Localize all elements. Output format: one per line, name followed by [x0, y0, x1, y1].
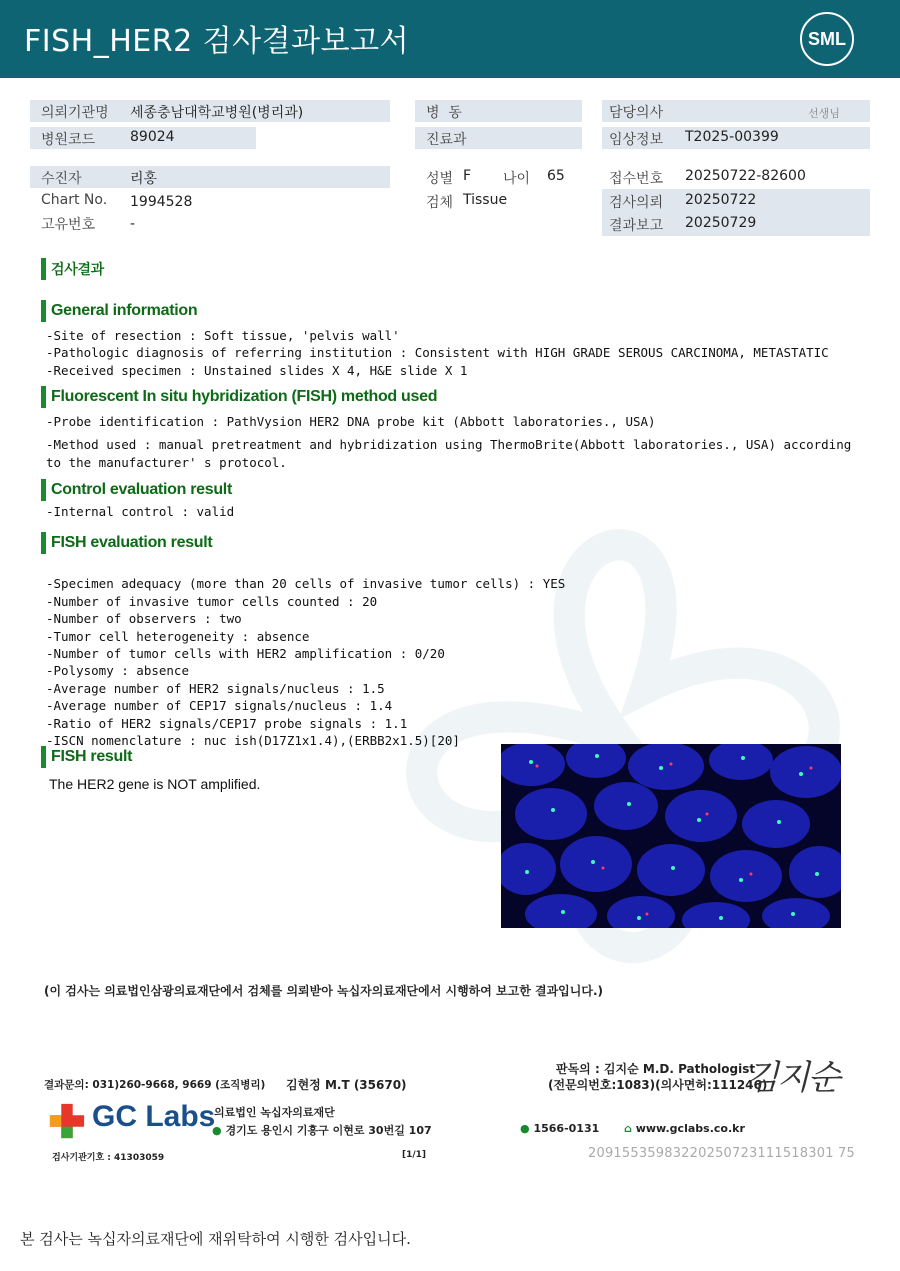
chart-no-label: Chart No.	[41, 192, 108, 208]
bottom-note: 본 검사는 녹십자의료재단에 재위탁하여 시행한 검사입니다.	[20, 1230, 411, 1248]
eval-line: -Polysomy : absence	[46, 663, 189, 679]
report-title: FISH_HER2 검사결과보고서	[24, 24, 410, 59]
sml-logo	[800, 12, 854, 66]
general-info-title: General information	[41, 300, 197, 322]
sex-value: F	[463, 168, 472, 184]
eval-line: -Number of invasive tumor cells counted : 20	[46, 593, 378, 609]
general-line: -Site of resection : Soft tissue, 'pelvis wall'	[46, 328, 400, 343]
eval-line: -Average number of CEP17 signals/nucleus : 1.4	[46, 698, 393, 714]
method-title: Fluorescent In situ hybridization (FISH) method used	[41, 386, 437, 408]
gc-labs-brand: GC Labs	[92, 1100, 216, 1133]
sml-logo-text: SML	[808, 29, 846, 49]
lab-code: 검사기관기호 : 41303059	[52, 1153, 165, 1163]
method-line: -Probe identification : PathVysion HER2 DNA probe kit (Abbott laboratories., USA)	[46, 414, 656, 429]
eval-line: -Number of tumor cells with HER2 amplification : 0/20	[46, 646, 445, 662]
unique-no-label: 고유번호	[41, 217, 96, 233]
dept-label: 진료과	[426, 132, 467, 148]
hospital-code-label: 병원코드	[41, 132, 96, 148]
fish-result-title: FISH result	[41, 746, 132, 768]
eval-line: -Number of observers : two	[46, 611, 242, 627]
report-date-label: 결과보고	[609, 218, 664, 234]
eval-line: -Tumor cell heterogeneity : absence	[46, 628, 310, 644]
fish-result-text: The HER2 gene is NOT amplified.	[49, 776, 261, 792]
clinical-info-label: 임상정보	[609, 132, 664, 148]
result-heading: 검사결과	[41, 258, 104, 280]
contact-info: 결과문의: 031)260-9668, 9669 (조직병리)	[44, 1079, 266, 1091]
request-date-label: 검사의뢰	[609, 195, 664, 211]
patient-name-value: 리홍	[130, 171, 158, 187]
pathologist-name: 판독의 : 김지순 M.D. Pathologist	[556, 1062, 756, 1076]
website	[624, 1122, 745, 1135]
referral-note: (이 검사는 의료법인삼광의료재단에서 검체를 의뢰받아 녹십자의료재단에서 시행하여 보고한 결과입니다.)	[44, 984, 604, 998]
eval-title: FISH evaluation result	[41, 532, 212, 554]
eval-line: -Specimen adequacy (more than 20 cells of invasive tumor cells) : YES	[46, 576, 566, 592]
specimen-value: Tissue	[463, 192, 508, 208]
phone-icon: ●	[520, 1122, 530, 1135]
hospital-code-value: 89024	[130, 129, 175, 145]
receipt-value: 20250722-82600	[685, 168, 806, 184]
institution-value: 세종충남대학교병원(병리과)	[130, 105, 304, 121]
receipt-label: 접수번호	[609, 171, 664, 187]
phone	[520, 1122, 599, 1135]
phone-text: 1566-0131	[533, 1122, 600, 1135]
control-title: Control evaluation result	[41, 479, 232, 501]
general-info-lines	[46, 327, 829, 379]
address-text: 경기도 용인시 기흥구 이현로 30번길 107	[225, 1124, 432, 1137]
eval-line: -Ratio of HER2 signals/CEP17 probe signals : 1.1	[46, 715, 408, 731]
general-line: -Pathologic diagnosis of referring institution : Consistent with HIGH GRADE SEROUS CARCINOMA, METASTATIC	[46, 345, 829, 361]
website-text: www.gclabs.co.kr	[635, 1122, 745, 1135]
age-value: 65	[547, 168, 565, 184]
report-date-value: 20250729	[685, 215, 757, 231]
report-header	[0, 0, 900, 78]
eval-line: -Average number of HER2 signals/nucleus : 1.5	[46, 680, 385, 696]
request-date-value: 20250722	[685, 192, 757, 208]
page-number: [1/1]	[402, 1150, 427, 1160]
address	[212, 1122, 432, 1138]
clinical-info-value: T2025-00399	[685, 129, 779, 145]
gc-cross-logo-icon	[48, 1102, 86, 1140]
doctor-suffix: 선생님	[808, 107, 840, 120]
age-label: 나이	[503, 171, 531, 187]
patient-name-label: 수진자	[41, 171, 82, 187]
unique-no-value: -	[130, 216, 136, 232]
eval-lines	[46, 558, 565, 749]
specimen-label: 검체	[426, 195, 454, 211]
technician: 김현정 M.T (35670)	[286, 1078, 407, 1092]
method-line: -Method used : manual pretreatment and hybridization using ThermoBrite(Abbott laboratories., USA) according	[46, 437, 852, 453]
doctor-label: 담당의사	[609, 105, 664, 121]
foundation-name: 의료법인 녹십자의료재단	[214, 1106, 335, 1119]
report-id: 20915535983220250723111518301 75	[588, 1146, 855, 1161]
control-lines	[46, 503, 234, 520]
pathologist-signature: 김지순	[746, 1058, 839, 1098]
pathologist-license: (전문의번호:1083)(의사면허:111246)	[548, 1078, 768, 1092]
sex-label: 성별	[426, 171, 454, 187]
institution-label: 의뢰기관명	[41, 105, 109, 121]
location-pin-icon: ●	[212, 1124, 222, 1137]
fish-microscopy-image	[501, 744, 841, 928]
ward-label: 병 동	[426, 105, 462, 121]
home-icon: ⌂	[624, 1122, 632, 1135]
method-lines	[46, 413, 851, 471]
method-line: to the manufacturer' s protocol.	[46, 454, 287, 470]
general-line: -Received specimen : Unstained slides X 4, H&E slide X 1	[46, 362, 468, 378]
chart-no-value: 1994528	[130, 194, 193, 210]
control-line: -Internal control : valid	[46, 504, 235, 519]
eval-line: -ISCN nomenclature : nuc ish(D17Z1x1.4),(ERBB2x1.5)[20]	[46, 733, 460, 749]
